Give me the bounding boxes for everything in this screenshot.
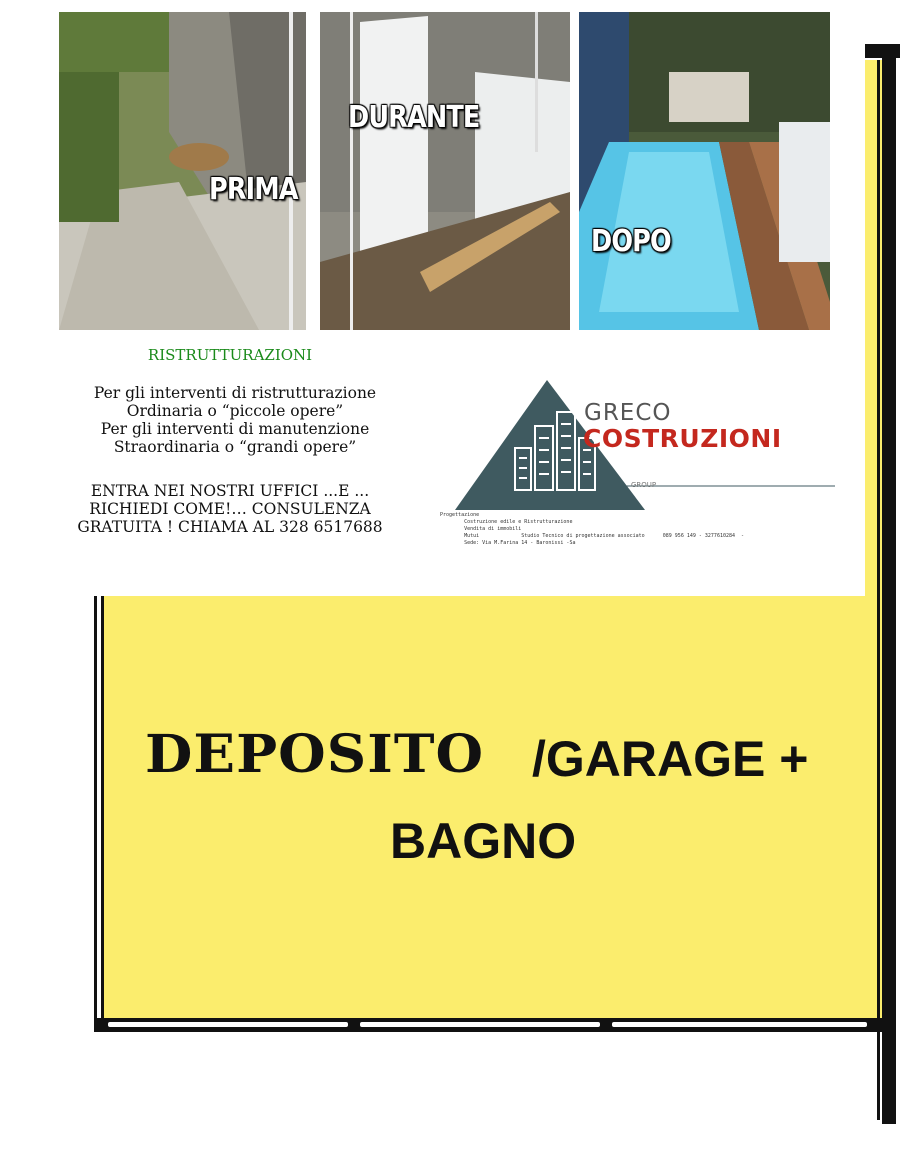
plan-room-title: DEPOSITO — [145, 724, 485, 785]
flyer-heading: RISTRUTTURAZIONI — [147, 346, 313, 364]
logo-brand-main: COSTRUZIONI — [583, 424, 782, 453]
wall-left — [94, 596, 104, 1032]
flyer-cta-line: GRATUITA ! CHIAMA AL 328 6517688 — [77, 518, 383, 536]
flyer-cta-line: RICHIEDI COME!… CONSULENZA — [89, 500, 371, 518]
flyer-cta-line: ENTRA NEI NOSTRI UFFICI ...E ... — [90, 482, 370, 500]
photo-before-label: PRIMA — [209, 172, 298, 207]
photo-during — [320, 12, 570, 330]
wall-bottom — [96, 1018, 882, 1032]
wall-right-inner — [877, 60, 880, 1120]
plan-room-line2: BAGNO — [390, 813, 577, 869]
flyer-body — [60, 384, 410, 456]
plan-room-suffix: /GARAGE + — [532, 731, 809, 787]
flyer-panel — [0, 0, 865, 596]
logo-brand-sub: GROUP — [631, 481, 657, 489]
logo-brand-top: GRECO — [584, 400, 672, 426]
photo-during-label: DURANTE — [348, 100, 480, 135]
flyer-call-to-action — [60, 482, 400, 536]
wall-right — [882, 44, 896, 1124]
photo-before — [59, 12, 306, 330]
flyer-body-line: Straordinaria o “grandi opere” — [113, 438, 357, 456]
flyer-body-line: Per gli interventi di ristrutturazione — [93, 384, 377, 402]
logo-fine-print: Progettazione Costruzione edile e Ristrutturazione Vendita di immobili Mutui Studio Tecnico di progettazione associato 089 956 149 - 3277610284 - Sede: Via M.Farina 14 - Baronissi -Sa — [440, 512, 745, 546]
flyer-body-line: Ordinaria o “piccole opere” — [126, 402, 344, 420]
photo-after-label: DOPO — [591, 224, 671, 259]
photo-after — [579, 12, 830, 330]
flyer-body-line: Per gli interventi di manutenzione — [100, 420, 370, 438]
